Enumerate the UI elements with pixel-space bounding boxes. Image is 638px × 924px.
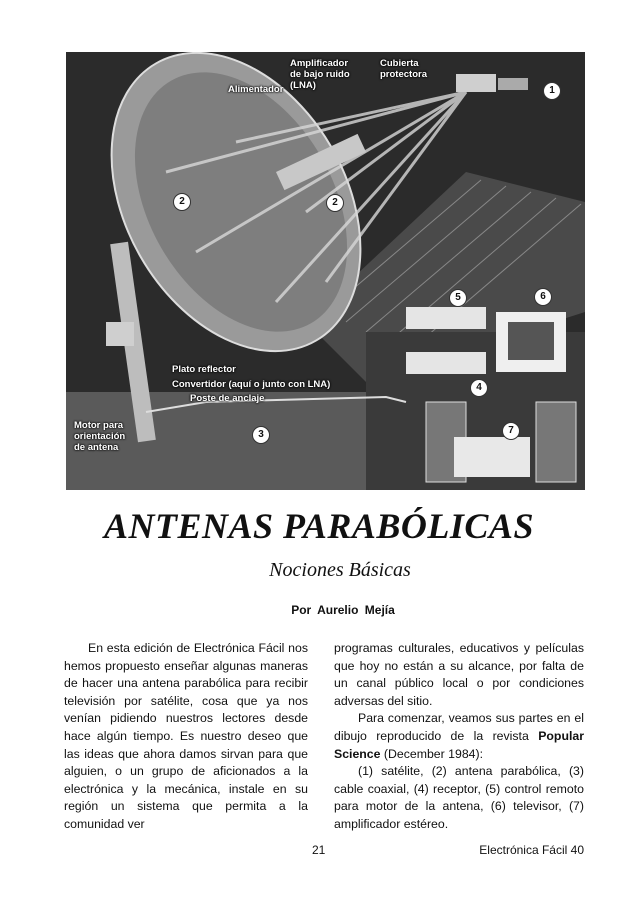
callout-6: 6 [534,288,552,306]
callout-5: 5 [449,289,467,307]
page-number: 21 [312,843,326,857]
paragraph-continuation: programas culturales, educativos y películas que hoy no están a su alcance, por falta de un canal público local o por condiciones adversas del sitio. [334,641,584,708]
callout-2b: 2 [326,194,344,212]
article-subtitle: Nociones Básicas [269,559,411,581]
column-left [64,640,308,834]
source-text-start: Para comenzar, veamos sus partes en el dibujo reproducido de la revista [334,711,584,743]
feeder-label: Alimentador [228,84,284,95]
callout-4: 4 [470,379,488,397]
source-text-end: (December 1984): [383,746,484,761]
callout-2a: 2 [173,193,191,211]
paragraph-source [334,710,584,763]
magazine-reference: Popular Science [334,728,584,761]
callout-3: 3 [252,426,270,444]
motor-label: Motor para orientación de antena [74,420,126,453]
reflector-dish-label: Plato reflector [172,364,236,375]
callout-7: 7 [502,422,520,440]
callout-1: 1 [543,82,561,100]
article-byline: Por Aurelio Mejía [291,603,395,617]
anchor-post-label: Poste de anclaje [190,393,265,404]
protective-cover-label: Cubierta protectora [380,58,427,80]
converter-label: Convertidor (aquí o junto con LNA) [172,379,331,390]
paragraph-intro: En esta edición de Electrónica Fácil nos hemos propuesto enseñar algunas maneras de hacer una antena parabólica para recibir televisión por satélite, cosa que ya nos venían pidiendo nuestros lectores desde hace algún tiempo. Es nuestro deseo que las ideas que ahora damos sirvan para que alguien, o un grupo de aficionados a la electrónica y la mecánica, instale en su región un sistema que permita a la comunidad ver [64,641,308,831]
antenna-illustration [66,52,585,490]
magazine-footer: Electrónica Fácil 40 [479,843,584,857]
article-title: ANTENAS PARABÓLICAS [104,506,534,546]
paragraph-parts-list: (1) satélite, (2) antena parabólica, (3) cable coaxial, (4) receptor, (5) control remoto para motor de la antena, (6) televisor, (7) amplificador estéreo. [334,764,584,831]
lna-label: Amplificador de bajo ruido (LNA) [290,58,350,91]
column-right [334,640,584,834]
